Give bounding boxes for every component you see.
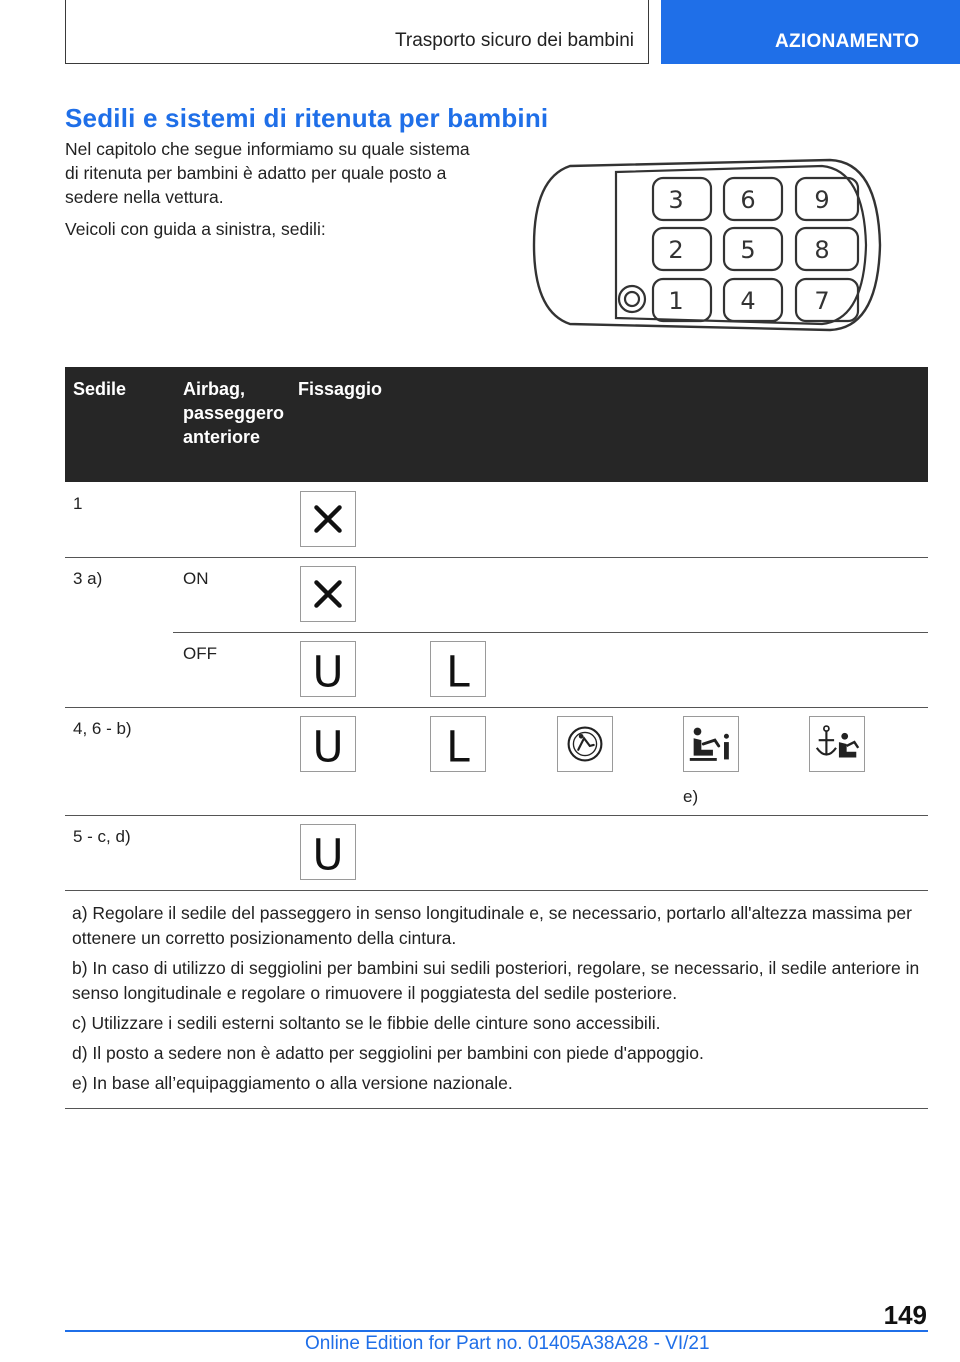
footnote-d: d) Il posto a sedere non è adatto per seggiolini per bambini con piede d'appoggio. — [72, 1043, 704, 1063]
footnote-a: a) Regolare il sedile del passeggero in senso longitudinale e, se necessario, portarlo all'altezza massima per ottenere un corretto posizionamento della cintura. — [72, 903, 912, 948]
header-seat: Sedile — [73, 379, 127, 399]
universal-u-icon — [300, 716, 356, 772]
footnote-b: b) In caso di utilizzo di seggiolini per bambini sui sedili posteriori, regolare, se necessario, il sedile anteriore in senso longitudinale e regolare o rimuovere il poggiatesta del sedile posteriore. — [72, 958, 920, 1003]
header-chapter-tab[interactable] — [661, 0, 960, 64]
seat-number-4: 4 — [740, 287, 756, 315]
row-divider — [65, 890, 928, 891]
row-airbag-label: ON — [183, 569, 209, 588]
page-heading: Sedili e sistemi di ritenuta per bambini — [65, 103, 549, 133]
svg-text:U: U — [312, 723, 344, 771]
seat-number-3: 3 — [668, 186, 684, 214]
not-allowed-icon — [300, 566, 356, 622]
svg-text:L: L — [446, 723, 470, 771]
header-fixing: Fissaggio — [298, 379, 383, 399]
row-seat-label: 4, 6 - b) — [73, 719, 132, 738]
row-seat-label: 5 - c, d) — [73, 827, 131, 846]
row-divider — [65, 815, 928, 816]
page-number: 149 — [883, 1300, 927, 1330]
universal-u-icon — [300, 641, 356, 697]
row-airbag-label: OFF — [183, 644, 217, 663]
row-seat-label: 1 — [73, 494, 83, 513]
intro-paragraph-1: Nel capitolo che segue informiamo su quale sistema di ritenuta per bambini è adatto per quale posto a sedere nella vettura. — [65, 139, 470, 207]
footer-divider — [65, 1330, 928, 1332]
seat-number-5: 5 — [740, 236, 756, 264]
semi-universal-l-icon — [430, 641, 486, 697]
chapter-label: AZIONAMENTO — [775, 31, 920, 52]
svg-text:U: U — [312, 831, 344, 879]
row-divider — [65, 707, 928, 708]
seat-number-1: 1 — [668, 287, 684, 315]
header-airbag: Airbag, passeggero anteriore — [183, 379, 285, 447]
row-divider — [173, 632, 928, 633]
row-divider — [65, 557, 928, 558]
seat-number-8: 8 — [814, 236, 830, 264]
section-title: Trasporto sicuro dei bambini — [394, 30, 634, 51]
table-header — [65, 367, 928, 482]
footnote-c: c) Utilizzare i sedili esterni soltanto se le fibbie delle cinture sono accessibili. — [72, 1013, 661, 1033]
svg-text:U: U — [312, 648, 344, 696]
intro-text — [65, 137, 485, 249]
intro-paragraph-2: Veicoli con guida a sinistra, sedili: — [65, 219, 326, 239]
header-section-box — [65, 0, 649, 64]
universal-u-icon — [300, 824, 356, 880]
icon-footnote-marker: e) — [683, 787, 699, 806]
edition-info: Online Edition for Part no. 01405A38A28 - VI/21 — [305, 1333, 710, 1354]
table-bottom-divider — [65, 1108, 928, 1109]
row-seat-label: 3 a) — [73, 569, 103, 588]
seat-number-6: 6 — [740, 186, 756, 214]
child-seat-ring-icon — [557, 716, 613, 772]
semi-universal-l-icon — [430, 716, 486, 772]
not-allowed-icon — [300, 491, 356, 547]
svg-text:L: L — [446, 648, 470, 696]
seat-layout-figure — [530, 152, 882, 338]
isofix-child-seat-icon — [683, 716, 739, 772]
footnote-e: e) In base all’equipaggiamento o alla versione nazionale. — [72, 1073, 513, 1093]
seat-number-2: 2 — [668, 236, 684, 264]
seat-number-7: 7 — [814, 287, 830, 315]
footnotes — [72, 901, 922, 1101]
i-size-anchor-icon — [809, 716, 865, 772]
seat-number-9: 9 — [814, 186, 830, 214]
